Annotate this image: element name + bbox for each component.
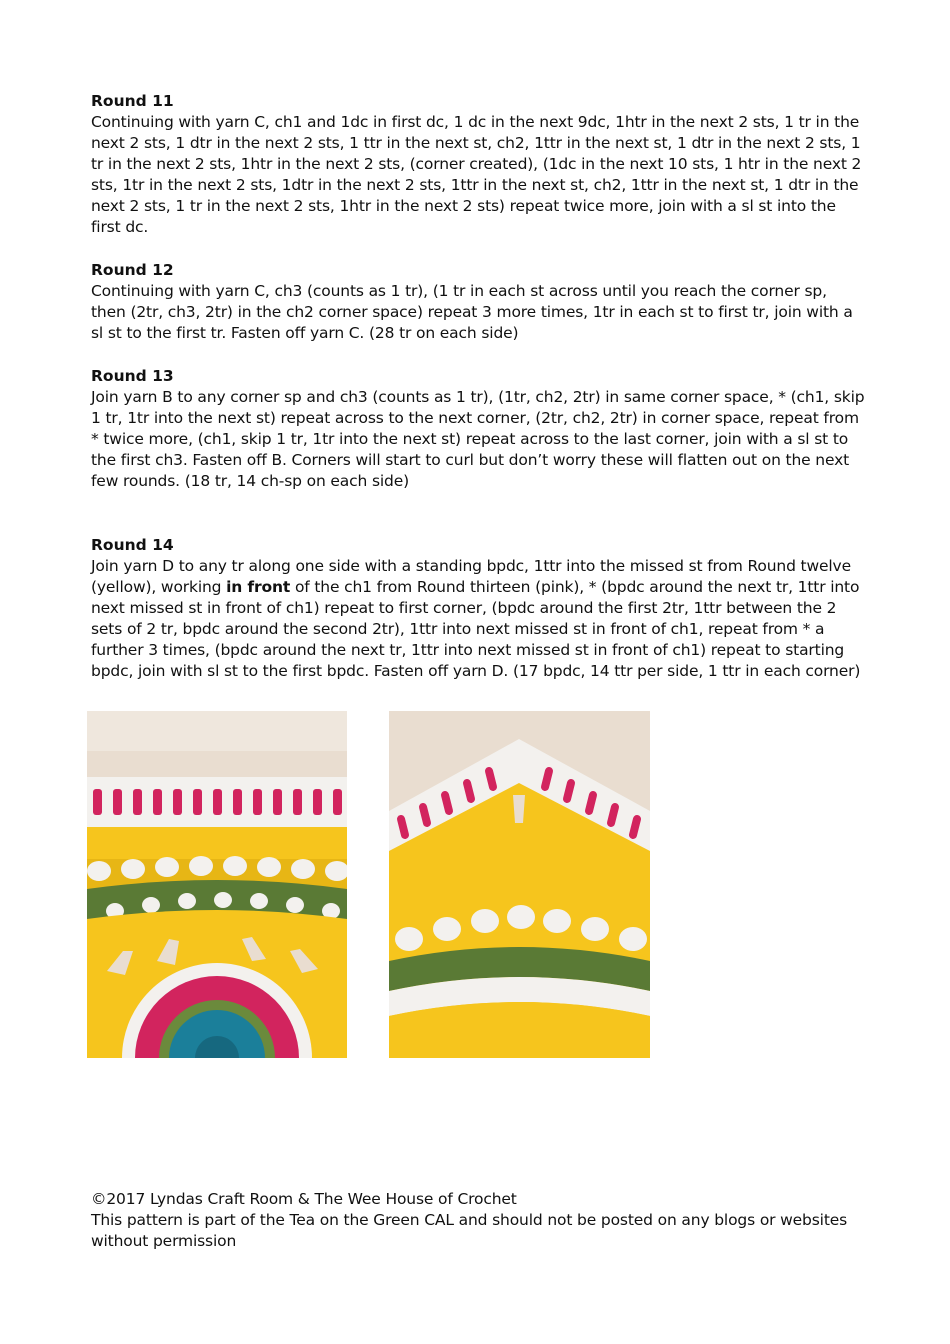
- round-14-section: [91, 535, 866, 682]
- round-14-text-part-2: of the ch1 from Round thirteen (pink), * (bpdc around the next tr, 1ttr into next missed st in front of ch1) repeat to first corner, (bpdc around the first 2tr, 1ttr between the 2 sets of 2 tr, bpdc around the second 2tr), 1ttr into next missed st in front of ch1, repeat from * a further 3 times, (bpdc around the next tr, 1ttr into next missed st in front of ch1) repeat to starting bpdc, join with sl st to the first bpdc. Fasten off yarn D. (17 bpdc, 14 ttr per side, 1 ttr in each corner): [91, 578, 861, 680]
- round-13-instructions: Join yarn B to any corner sp and ch3 (counts as 1 tr), (1tr, ch2, 2tr) in same corner space, * (ch1, skip 1 tr, 1tr into the next st) repeat across to the next corner, (2tr, ch2, 2tr) in corner space, repeat from * twice more, (ch1, skip 1 tr, 1tr into the next st) repeat across to the last corner, join with a sl st to the first ch3. Fasten off B. Corners will start to curl but don’t worry these will flatten out on the next few rounds. (18 tr, 14 ch-sp on each side): [91, 388, 865, 490]
- crochet-edge-photo: [87, 711, 347, 1058]
- round-14-emphasis: in front: [226, 578, 291, 596]
- round-12-section: [91, 260, 866, 344]
- round-11-instructions: Continuing with yarn C, ch1 and 1dc in first dc, 1 dc in the next 9dc, 1htr in the next 2 sts, 1 tr in the next 2 sts, 1 dtr in the next 2 sts, 1 ttr in the next st, ch2, 1ttr in the next st, 1 dtr in the next 2 sts, 1 tr in the next 2 sts, 1htr in the next 2 sts, (corner created), (1dc in the next 10 sts, 1 htr in the next 2 sts, 1tr in the next 2 sts, 1dtr in the next 2 sts, 1ttr in the next st, ch2, 1ttr in the next st, 1 dtr in the next 2 sts, 1 tr in the next 2 sts, 1htr in the next 2 sts) repeat twice more, join with a sl st into the first dc.: [91, 113, 862, 236]
- round-14-text-part-1: Join yarn D to any tr along one side with a standing bpdc, 1ttr into the missed st from Round twelve (yellow), working: [91, 557, 851, 596]
- crochet-corner-photo: [389, 711, 650, 1058]
- permission-notice: This pattern is part of the Tea on the Green CAL and should not be posted on any blogs or websites without permission: [91, 1211, 848, 1250]
- round-12-instructions: Continuing with yarn C, ch3 (counts as 1 tr), (1 tr in each st across until you reach the corner sp, then (2tr, ch3, 2tr) in the ch2 corner space) repeat 3 more times, 1tr in each st to first tr, join with a sl st to the first tr. Fasten off yarn C. (28 tr on each side): [91, 282, 853, 342]
- copyright-text: ©2017 Lyndas Craft Room & The Wee House of Crochet: [91, 1190, 517, 1208]
- round-12-heading: Round 12: [91, 261, 174, 279]
- round-11-heading: Round 11: [91, 92, 174, 110]
- round-13-section: [91, 366, 866, 492]
- round-14-heading: Round 14: [91, 536, 174, 554]
- round-14-instructions: [91, 556, 866, 682]
- footer: [91, 1189, 891, 1252]
- round-11-section: [91, 91, 866, 238]
- round-13-heading: Round 13: [91, 367, 174, 385]
